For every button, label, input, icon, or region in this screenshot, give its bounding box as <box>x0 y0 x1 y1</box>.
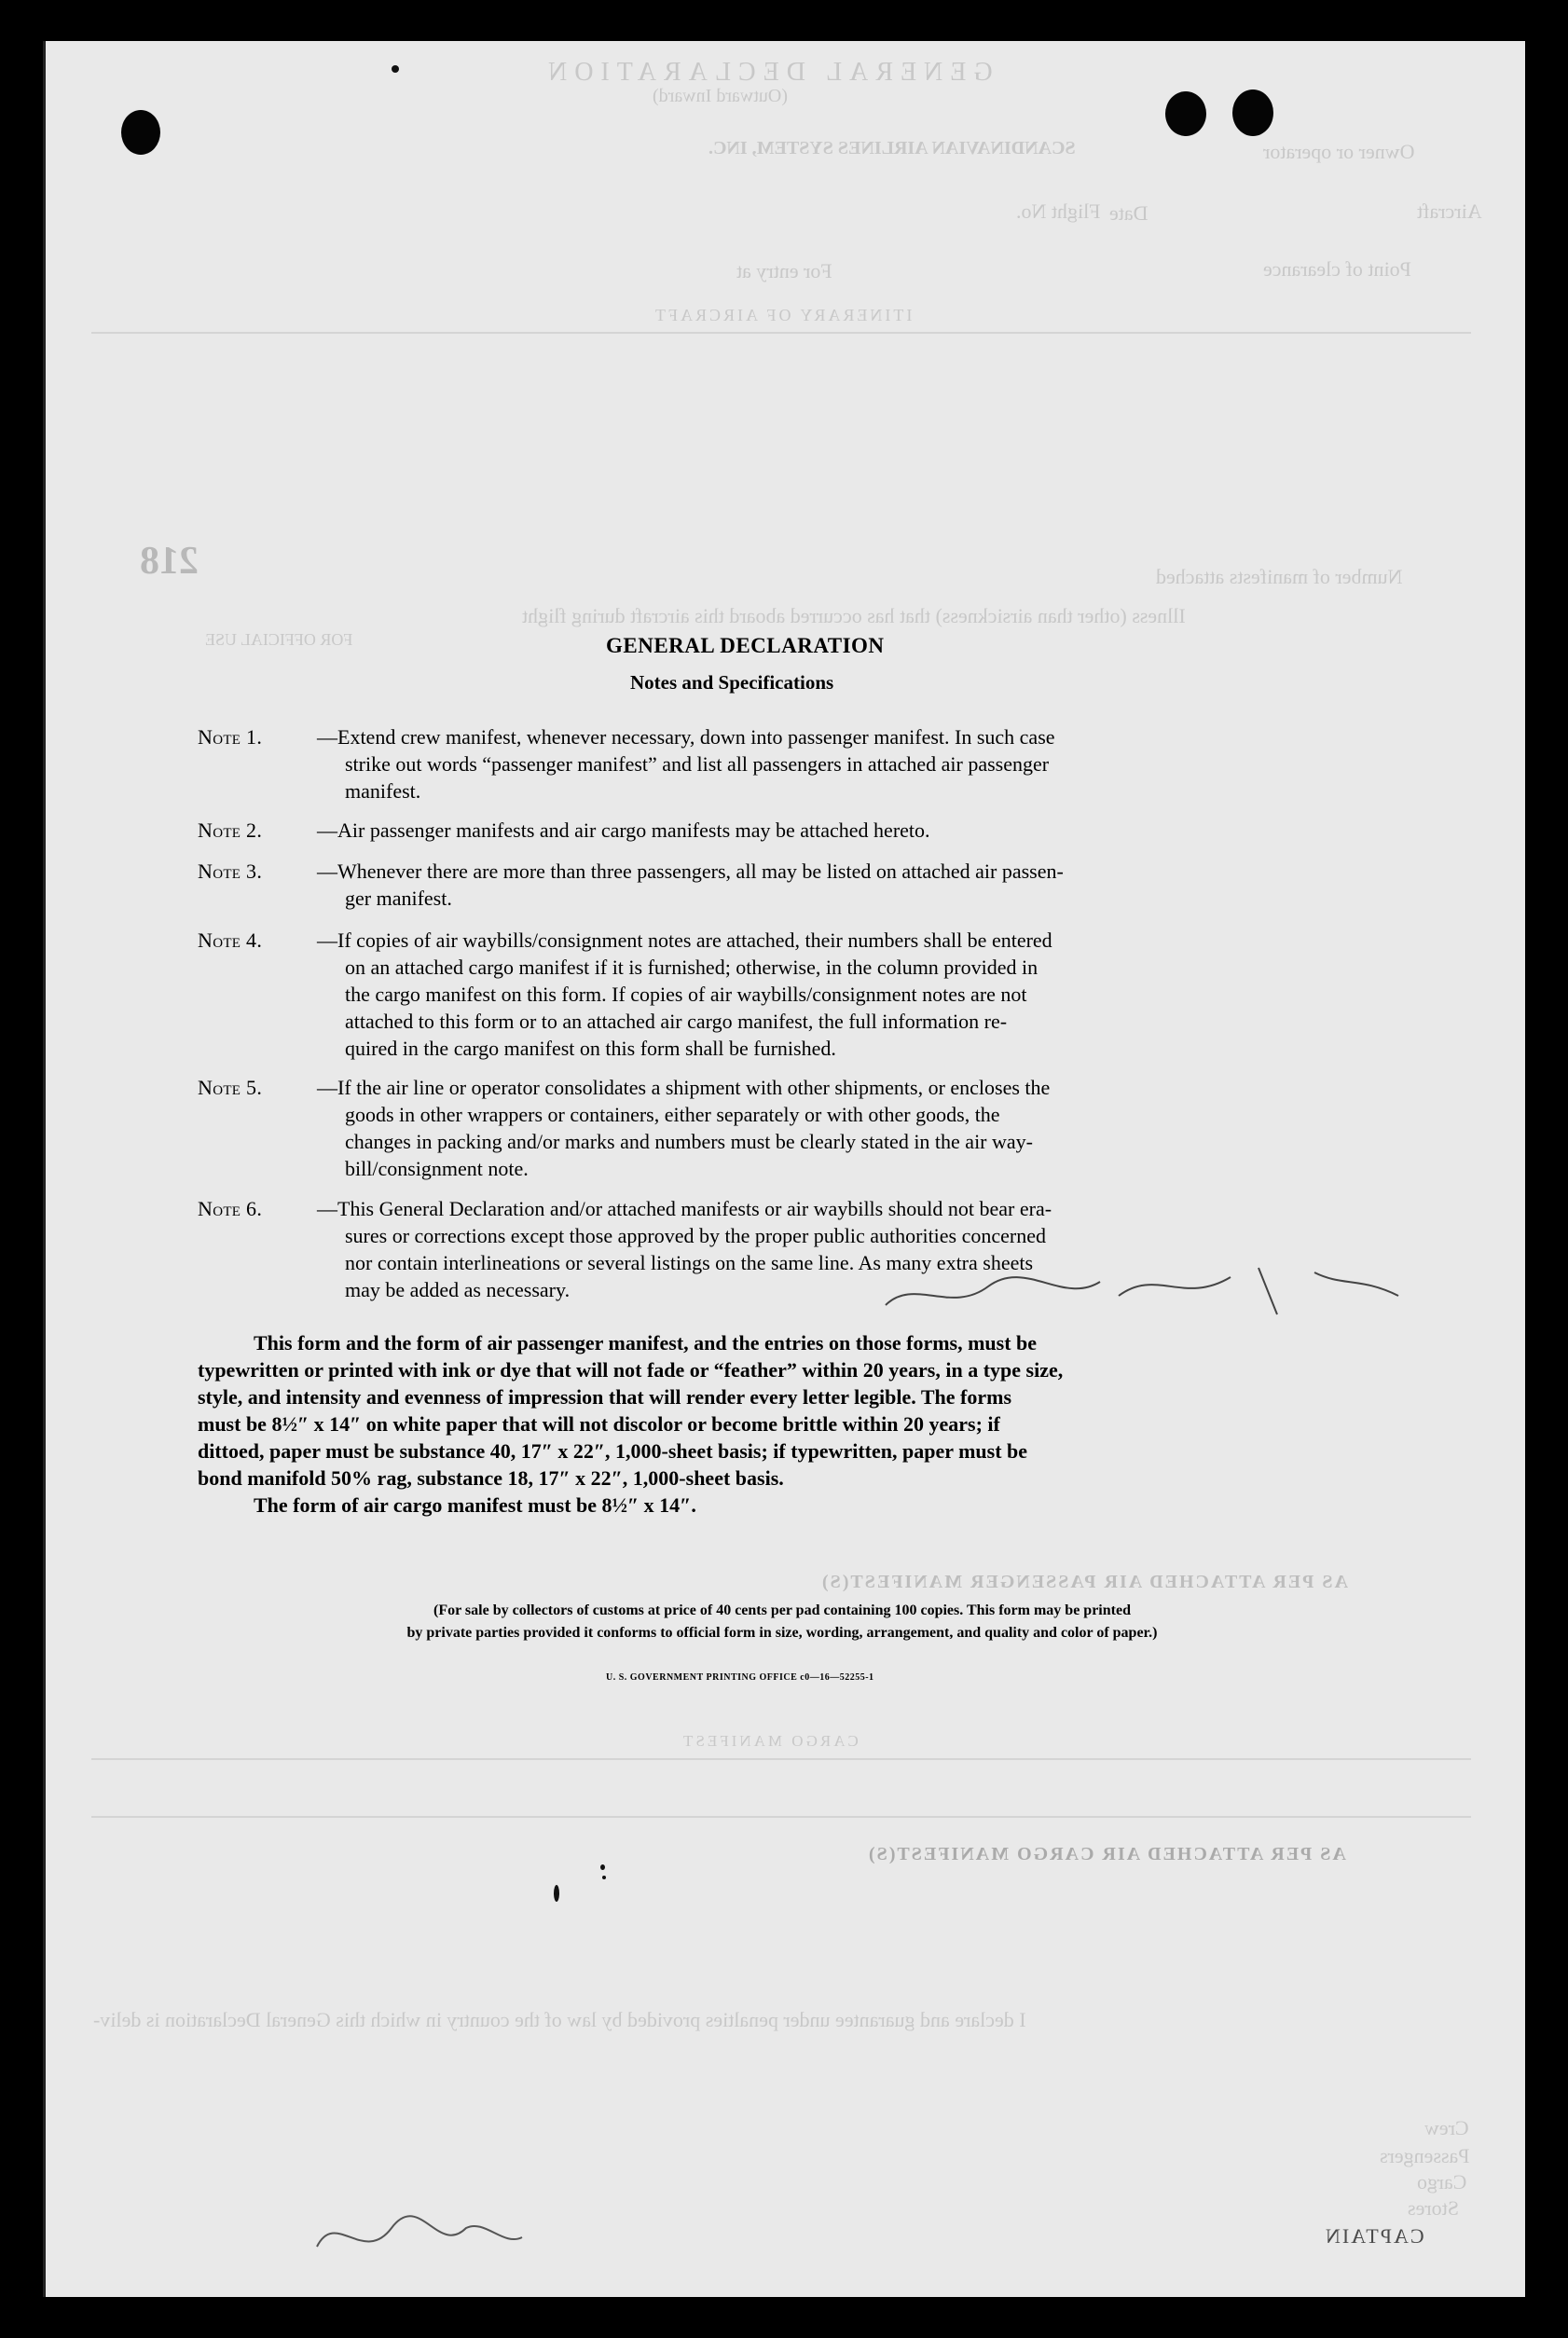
ghost-passenger-stamp: AS PER ATTACHED AIR PASSENGER MANIFEST(S) <box>820 1572 1348 1592</box>
ghost-declare: I declare and guarantee under penalties provided by law of the country in which this General Declaration is deliv- <box>93 2008 1026 2031</box>
spec-line: must be 8½″ x 14″ on white paper that will not discolor or become brittle within 20 years; if <box>198 1412 1000 1436</box>
ink-speck <box>602 1876 606 1879</box>
note-label: Note 1. <box>198 725 263 749</box>
spec-line: dittoed, paper must be substance 40, 17″ x 22″, 1,000-sheet basis; if typewritten, paper must be <box>198 1439 1028 1463</box>
note-text: may be added as necessary. <box>345 1278 571 1301</box>
ghost-number: 218 <box>140 540 199 583</box>
ghost-stores: Stores <box>1408 2196 1459 2220</box>
ghost-crew: Crew <box>1424 2116 1469 2139</box>
note-text: —If copies of air waybills/consignment notes are attached, their numbers shall be entered <box>317 928 1052 952</box>
note-label: Note 4. <box>198 928 263 952</box>
ghost-cargo-manifest: CARGO MANIFEST <box>681 1732 859 1750</box>
ghost-cargo-stamp: AS PER ATTACHED AIR CARGO MANIFEST(S) <box>867 1844 1346 1864</box>
note-text: —Extend crew manifest, whenever necessary, down into passenger manifest. In such case <box>317 725 1055 749</box>
ghost-itinerary: ITINERARY OF AIRCRAFT <box>653 306 913 324</box>
ghost-clearance: Point of clearance <box>1263 257 1411 281</box>
ghost-illness: Illness (other than airsickness) that has occurred aboard this aircraft during flight <box>522 604 1186 627</box>
ghost-date: Date <box>1109 201 1148 225</box>
note-text: quired in the cargo manifest on this form shall be furnished. <box>345 1037 836 1060</box>
bottom-signature <box>308 2200 531 2275</box>
note-2 <box>198 817 1361 844</box>
note-text: —Whenever there are more than three passengers, all may be listed on attached air passen- <box>317 860 1064 883</box>
ghost-manifests: Number of manifests attached <box>1156 565 1403 588</box>
note-5 <box>198 1074 1361 1182</box>
ink-speck <box>392 65 399 73</box>
printer-imprint: U. S. GOVERNMENT PRINTING OFFICE c0—16—52255-1 <box>606 1672 874 1683</box>
punch-hole-left <box>121 110 160 155</box>
ghost-captain: CAPTAIN <box>1324 2224 1424 2248</box>
ghost-owner: Owner or operator <box>1263 140 1415 163</box>
note-text: —If the air line or operator consolidates a shipment with other shipments, or encloses the <box>317 1076 1051 1099</box>
ghost-airline: SCANDINAVIAN AIRLINES SYSTEM, INC. <box>708 138 1076 158</box>
ink-speck <box>600 1864 605 1870</box>
note-text: changes in packing and/or marks and numbers must be clearly stated in the air way- <box>345 1130 1033 1153</box>
note-text: strike out words “passenger manifest” and list all passengers in attached air passenger <box>345 752 1050 776</box>
note-3 <box>198 858 1361 912</box>
note-text: —This General Declaration and/or attached manifests or air waybills should not bear era- <box>317 1197 1052 1220</box>
ghost-aircraft: Aircraft <box>1417 199 1482 223</box>
punch-hole-right-1 <box>1165 91 1206 136</box>
note-label: Note 2. <box>198 818 263 842</box>
spec-line: The form of air cargo manifest must be 8½″ x 14″. <box>254 1493 696 1517</box>
ink-speck <box>554 1885 559 1902</box>
sale-notice-line: (For sale by collectors of customs at price of 40 cents per pad containing 100 copies. This form may be printed <box>433 1602 1131 1618</box>
page-title: GENERAL DECLARATION <box>606 634 885 657</box>
ghost-for-entry: For entry at <box>736 259 832 282</box>
note-label: Note 3. <box>198 860 263 883</box>
specifications-paragraph <box>198 1329 1365 1519</box>
ghost-official: FOR OFFICIAL USE <box>205 630 353 649</box>
ghost-cargo: Cargo <box>1417 2170 1467 2194</box>
note-label: Note 6. <box>198 1197 263 1220</box>
ghost-subtitle: (Outward Inward) <box>653 86 788 106</box>
spec-line: typewritten or printed with ink or dye that will not fade or “feather” within 20 years, in a type size, <box>198 1358 1064 1382</box>
spec-line: bond manifold 50% rag, substance 18, 17″ x 22″, 1,000-sheet basis. <box>198 1466 784 1490</box>
spec-line: style, and intensity and evenness of impression that will render every letter legible. The forms <box>198 1385 1012 1409</box>
note-text: on an attached cargo manifest if it is furnished; otherwise, in the column provided in <box>345 956 1038 979</box>
ghost-flight: Flight No. <box>1016 199 1101 223</box>
note-text: —Air passenger manifests and air cargo manifests may be attached hereto. <box>317 818 930 842</box>
note-text: sures or corrections except those approved by the proper public authorities concerned <box>345 1224 1047 1247</box>
note-1 <box>198 723 1361 805</box>
ghost-title: GENERAL DECLARATION <box>541 58 993 87</box>
note-text: ger manifest. <box>345 887 452 910</box>
note-4 <box>198 927 1361 1062</box>
handwritten-signature <box>876 1249 1417 1324</box>
note-text: attached to this form or to an attached air cargo manifest, the full information re- <box>345 1010 1008 1033</box>
ghost-rule-3 <box>91 1816 1471 1818</box>
note-text: nor contain interlineations or several listings on the same line. As many extra sheets <box>345 1251 1034 1274</box>
note-text: goods in other wrappers or containers, either separately or with other goods, the <box>345 1103 1000 1126</box>
ghost-rule <box>91 332 1471 334</box>
sale-notice-line: by private parties provided it conforms to official form in size, wording, arrangement, and quality and color of paper.) <box>406 1625 1158 1641</box>
ghost-passengers: Passengers <box>1380 2144 1470 2167</box>
note-text: the cargo manifest on this form. If copies of air waybills/consignment notes are not <box>345 983 1027 1006</box>
punch-hole-right-2 <box>1232 89 1273 136</box>
ghost-rule-2 <box>91 1758 1471 1760</box>
page-subtitle: Notes and Specifications <box>630 671 834 694</box>
page-edge <box>43 41 46 2297</box>
sale-notice <box>199 1600 1365 1644</box>
note-text: manifest. <box>345 779 421 803</box>
note-label: Note 5. <box>198 1076 263 1099</box>
note-text: bill/consignment note. <box>345 1157 529 1180</box>
spec-line: This form and the form of air passenger manifest, and the entries on those forms, must be <box>254 1331 1038 1355</box>
